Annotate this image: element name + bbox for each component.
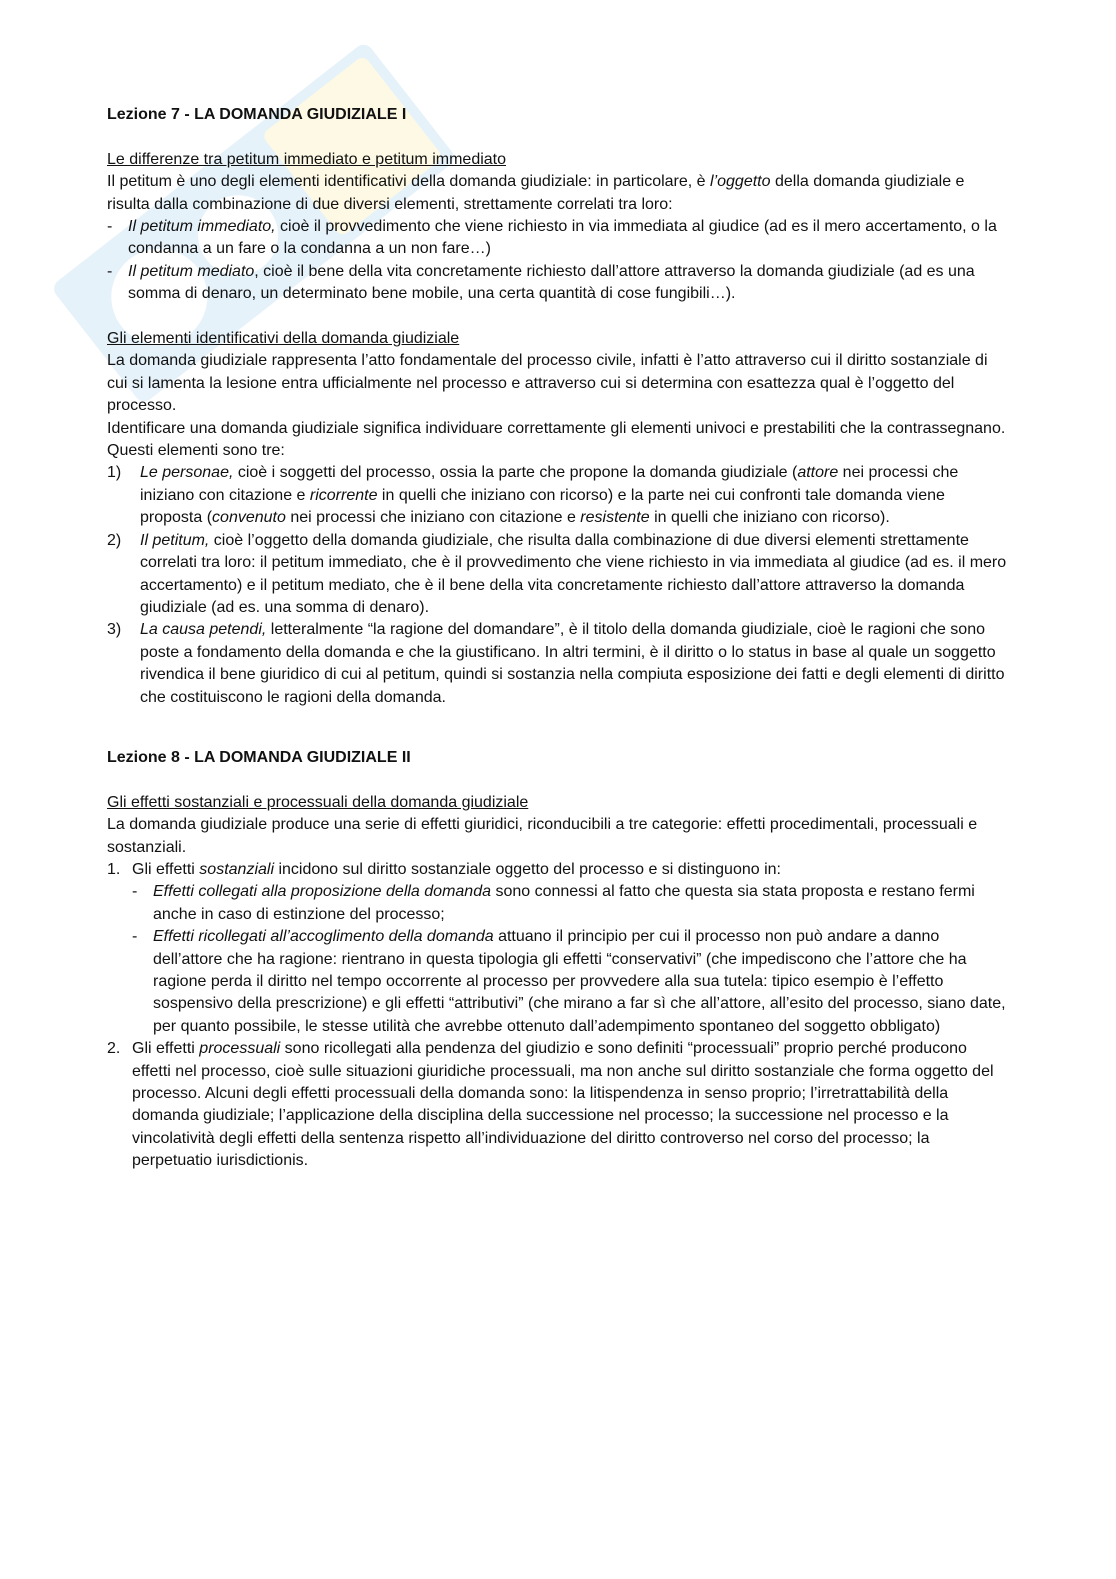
list-marker: -	[132, 883, 138, 901]
list-item: - Effetti collegati alla proposizione della domanda sono connessi al fatto che questa sia stata proposta e restano fermi anche in caso di estinzione del processo;	[132, 883, 975, 923]
list-item: - Il petitum immediato, cioè il provvedimento che viene richiesto in via immediata al giudice (ad es il mero accertamento, o la condanna a un fare o la condanna a un non fare…)	[107, 218, 997, 258]
list-item: 2. Gli effetti processuali sono ricollegati alla pendenza del giudizio e sono definiti “processuali” proprio perché producono effetti nel processo, cioè sulle situazioni giuridiche processuali, ma non anche sul diritto sostanziale che forma oggetto del processo. Alcuni degli effetti processuali della domanda sono: la litispendenza in senso proprio; l’irretrattabilità della domanda giudiziale; l’applicazione della disciplina della successione nel processo; la successione nel processo e la vincolatività degli effetti della sentenza rispetto all’individuazione del diritto controverso nel corso del processo; la perpetuatio iurisdictionis.	[107, 1040, 994, 1170]
paragraph: La domanda giudiziale rappresenta l’atto fondamentale del processo civile, infatti è l’atto attraverso cui il diritto sostanziale di cui si lamenta la lesione entra ufficialmente nel processo e attraverso cui si determina con esattezza qual è l’oggetto del processo.	[107, 352, 988, 415]
list-marker: 2.	[107, 1040, 121, 1058]
lesson8-title: Lezione 8 - LA DOMANDA GIUDIZIALE II	[107, 748, 411, 766]
list-item: - Effetti ricollegati all’accoglimento della domanda attuano il principio per cui il processo non può andare a danno dell’attore che ha ragione: rientrano in questa tipologia gli effetti “conservativi” (che impediscono che l’attore che ha ragione perda il diritto nel tempo occorrente al processo per provvedere alla sua tutela: tipico esempio è l’effetto sospensivo della prescrizione) e gli effetti “attributivi” (che mirano a far sì che all’attore, all’esito del processo, siano date, per quanto possibile, le stesse utilità che avrebbe ottenuto dall’adempimento spontaneo del soggetto obbligato)	[132, 928, 1006, 1035]
section-heading-elementi: Gli elementi identificativi della domanda giudiziale	[107, 330, 460, 348]
list-item: 1. Gli effetti sostanziali incidono sul diritto sostanziale oggetto del processo e si distinguono in: - Effetti collegati alla proposizione della domanda sono connessi al fatto che questa sia stata proposta e restano fermi anche in caso di estinzione del processo; - Effetti ricollegati all’accoglimento della domanda attuano il principio per cui il processo non può andare a danno dell’attore che ha ragione: rientrano in questa tipologia gli effetti “conservativi” (che impediscono che l’attore che ha ragione perda il diritto nel tempo occorrente al processo per provvedere alla sua tutela: tipico esempio è l’effetto sospensivo della prescrizione) e gli effetti “attributivi” (che mirano a far sì che all’attore, all’esito del processo, siano date, per quanto possibile, le stesse utilità che avrebbe ottenuto dall’adempimento spontaneo del soggetto obbligato)	[107, 859, 1007, 1038]
list-item: 3) La causa petendi, letteralmente “la ragione del domandare”, è il titolo della domanda giudiziale, cioè le ragioni che sono poste a fondamento della domanda e che la giustificano. In altri termini, è il diritto o lo status in base al quale un soggetto rivendica il bene giuridico di cui al petitum, quindi si sostanzia nella compiuta esposizione dei fatti e degli elementi di diritto che costituiscono le ragioni della domanda.	[107, 621, 1005, 706]
list-marker: 2)	[107, 531, 122, 549]
list-marker: 1.	[107, 860, 121, 878]
paragraph: La domanda giudiziale produce una serie di effetti giuridici, riconducibili a tre categorie: effetti procedimentali, processuali e sostanziali.	[107, 816, 978, 856]
list-marker: 1)	[107, 464, 122, 482]
document-page	[107, 104, 1007, 1173]
list-marker: -	[107, 262, 113, 280]
lesson7-title: Lezione 7 - LA DOMANDA GIUDIZIALE I	[107, 106, 407, 123]
section-heading-effetti: Gli effetti sostanziali e processuali della domanda giudiziale	[107, 793, 529, 811]
list-item: - Il petitum mediato, cioè il bene della vita concretamente richiesto dall’attore attraverso la domanda giudiziale (ad es una somma di denaro, un determinato bene mobile, una certa quantità di cose fungibili…).	[107, 262, 975, 303]
paragraph: Identificare una domanda giudiziale significa individuare correttamente gli elementi univoci e prestabiliti che la contrassegnano. Questi elementi sono tre:	[107, 419, 1006, 460]
list-item: 2) Il petitum, cioè l’oggetto della domanda giudiziale, che risulta dalla combinazione di due diversi elementi strettamente correlati tra loro: il petitum immediato, che è il provvedimento che viene richiesto in via immediata al giudice (ad es. il mero accertamento) e il petitum mediato, che è il bene della vita concretamente richiesto dall’attore attraverso la domanda giudiziale (ad es. una somma di denaro).	[107, 531, 1007, 616]
list-marker: 3)	[107, 621, 122, 639]
paragraph-petitum-intro: Il petitum è uno degli elementi identificativi della domanda giudiziale: in particolare, è l’oggetto della domanda giudiziale e risulta dalla combinazione di due diversi elementi, strettamente correlati tra loro:	[107, 173, 965, 213]
section-heading-petitum: Le differenze tra petitum immediato e petitum immediato	[107, 150, 507, 168]
list-item: 1) Le personae, cioè i soggetti del processo, ossia la parte che propone la domanda giudiziale (attore nei processi che iniziano con citazione e ricorrente in quelli che iniziano con ricorso) e la parte nei cui confronti tale domanda viene proposta (convenuto nei processi che iniziano con citazione e resistente in quelli che iniziano con ricorso).	[107, 464, 959, 527]
list-marker: -	[132, 928, 138, 946]
list-marker: -	[107, 218, 113, 236]
